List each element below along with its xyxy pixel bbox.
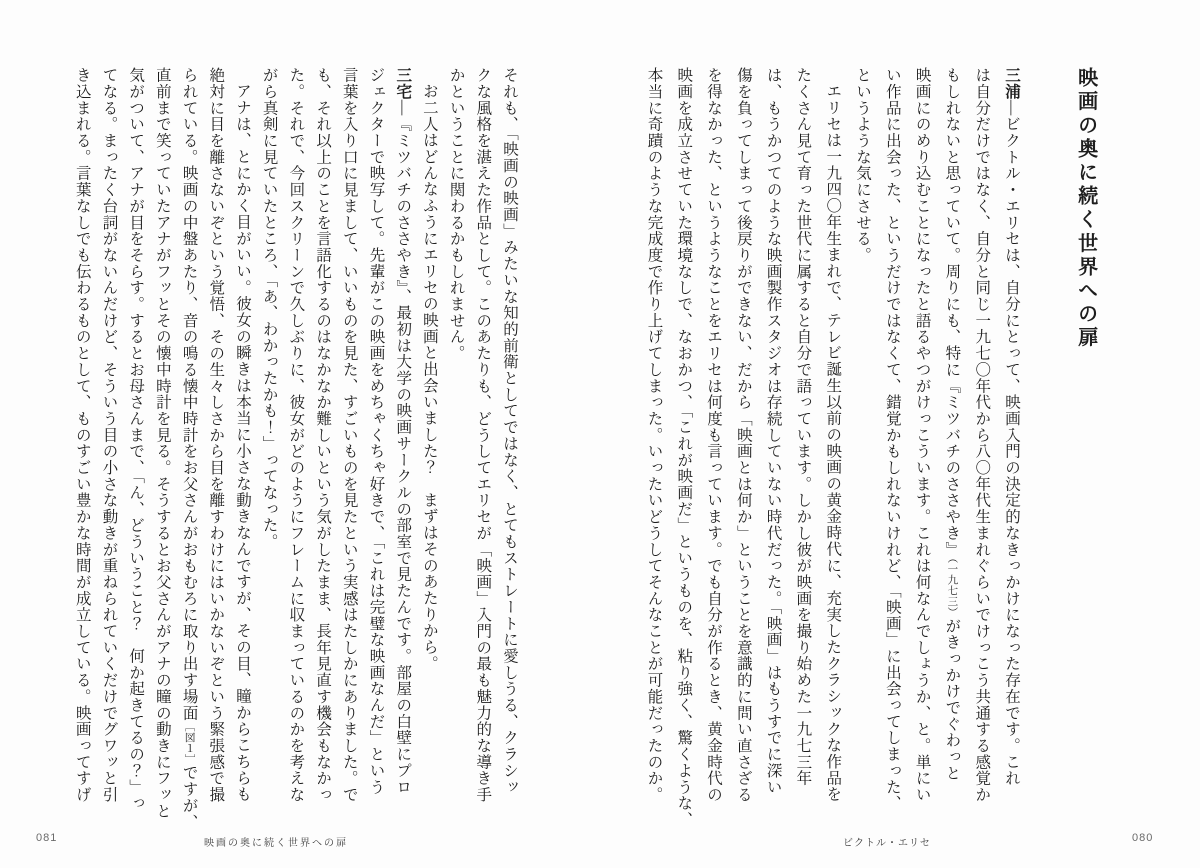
page-number-right: 080 — [1132, 832, 1154, 844]
text-column: クな風格を湛えた作品として。このあたりも、どうしてエリセが「映画」入門の最も魅力的な導き手 — [474, 67, 492, 803]
text-column: は自分だけではなく、自分と同じ一九七〇年代から八〇年代生まれぐらいでけっこう共通する感覚か — [973, 67, 991, 803]
text-column: ジェクターで映写して。先輩がこの映画をめちゃくちゃ好きで、「これは完璧な映画なんだ」という — [367, 67, 385, 795]
text-column: 三宅―『ミツバチのささやき』、最初は大学の映画サークルの部室で見たんです。部屋の白壁にプロ — [394, 67, 412, 796]
text-column: てなる。まったく台詞がないんだけど、そういう目の小さな動きが重ねられていくだけでグワッと引 — [100, 67, 118, 803]
speaker-name: 三浦 — [1003, 67, 1020, 100]
text-column: 映画を成立させていた環境なしで、なおかつ、「これが映画だ」というものを、粘り強く、驚くような、 — [675, 67, 693, 828]
text-column: は、もうかつてのような映画製作スタジオは存続していない時代だった。「映画」はもうすでに深い — [764, 67, 782, 795]
text-column: お二人はどんなふうにエリセの映画と出会いました？ まずはそのあたりから。 — [420, 83, 438, 672]
text-column: を得なかった、というようなことをエリセは何度も言っています。でも自分が作るとき、黄金時代の — [705, 67, 723, 803]
text-column: も、それ以上のことを言語化するのはなかなか難しいという気がしたまま、長年見直す機会もなかっ — [314, 67, 332, 803]
running-title-left: 映画の奥に続く世界への扉 — [204, 838, 348, 849]
text-column: というような気にさせる。 — [854, 67, 872, 264]
inline-note: （一九七三） — [946, 557, 958, 618]
left-page-text — [68, 67, 522, 830]
text-column: エリセは一九四〇年生まれで、テレビ誕生以前の映画の黄金時代に、充実したクラシックな作品を — [824, 83, 842, 803]
text-column: 本当に奇蹟のような完成度で作り上げてしまった。いったいどうしてそんなことが可能だったのか。 — [645, 67, 663, 803]
text-column: 絶対に目を離さないぞという覚悟、その生々しさから目を離すわけにはいかないぞという緊張感で撮 — [207, 67, 225, 803]
article-title: 映画の奥に続く世界への扉 — [1074, 67, 1097, 351]
text-column: がら真剣に見ていたところ、「あ、わかったかも！」ってなった。 — [260, 67, 278, 550]
text-column: 傷を負ってしまって後戻りができない、だから「映画とは何か」ということを意識的に問い直さざる — [734, 67, 752, 803]
text-column: たくさん見て育った世代に属すると自分で語っています。しかし彼が映画を撮り始めた一九七三年 — [794, 67, 812, 787]
text-column: かということに関わるかもしれません。 — [447, 67, 465, 362]
running-title-right: ビクトル・エリセ — [843, 838, 931, 849]
text-column: き込まれる。言葉なしでも伝わるものとして、ものすごい豊かな時間が成立している。映画ってすげ — [73, 67, 91, 803]
text-column: た。それで、今回スクリーンで久しぶりに、彼女がどのようにフレームに収まっているのかを考えな — [287, 67, 305, 803]
right-page-text — [639, 67, 1026, 828]
text-column: 直前まで笑っていたアナがフッとその懐中時計を見る。そうするとお父さんがアナの瞳の動きにフッと — [153, 67, 171, 820]
page-number-left: 081 — [36, 832, 58, 844]
text-column: い作品に出会った、というだけではなくて、錯覚かもしれないけれど、「映画」に出会ってしまった、 — [883, 67, 901, 812]
text-column: 気がついて、アナが目をそらす。するとお母さんまで、「ん、どういうこと？ 何か起きてるの？」っ — [127, 67, 145, 812]
speaker-name: 三宅 — [394, 67, 412, 100]
text-column: られている。映画の中盤あたり、音の鳴る懐中時計をお父さんがおもむろに取り出す場面［図１］ですが、 — [180, 67, 198, 831]
text-column: アナは、とにかく目がいい。彼女の瞬きは本当に小さな動きなんですが、その目、瞳からこちらも — [233, 83, 251, 803]
text-column: 三浦―ビクトル・エリセは、自分にとって、映画入門の決定的なきっかけになった存在です。これ — [1003, 67, 1020, 787]
text-column: もしれないと思っていて。周りにも、特に『ミツバチのささやき』（一九七三）がきっかけでぐわっと — [943, 67, 961, 782]
text-column: それも、「映画の映画」みたいな知的前衛としてではなく、とてもストレートに愛しうる、クラシッ — [501, 67, 518, 795]
inline-note: ［図１］ — [183, 721, 195, 765]
text-column: 映画にのめり込むことになったと語るやつがけっこういます。これは何なんでしょうか、と。単にい — [913, 67, 931, 803]
text-column: 言葉を入り口に見まして、いいものを見た、すごいものを見たという実感はたしかにありました。で — [340, 67, 358, 803]
